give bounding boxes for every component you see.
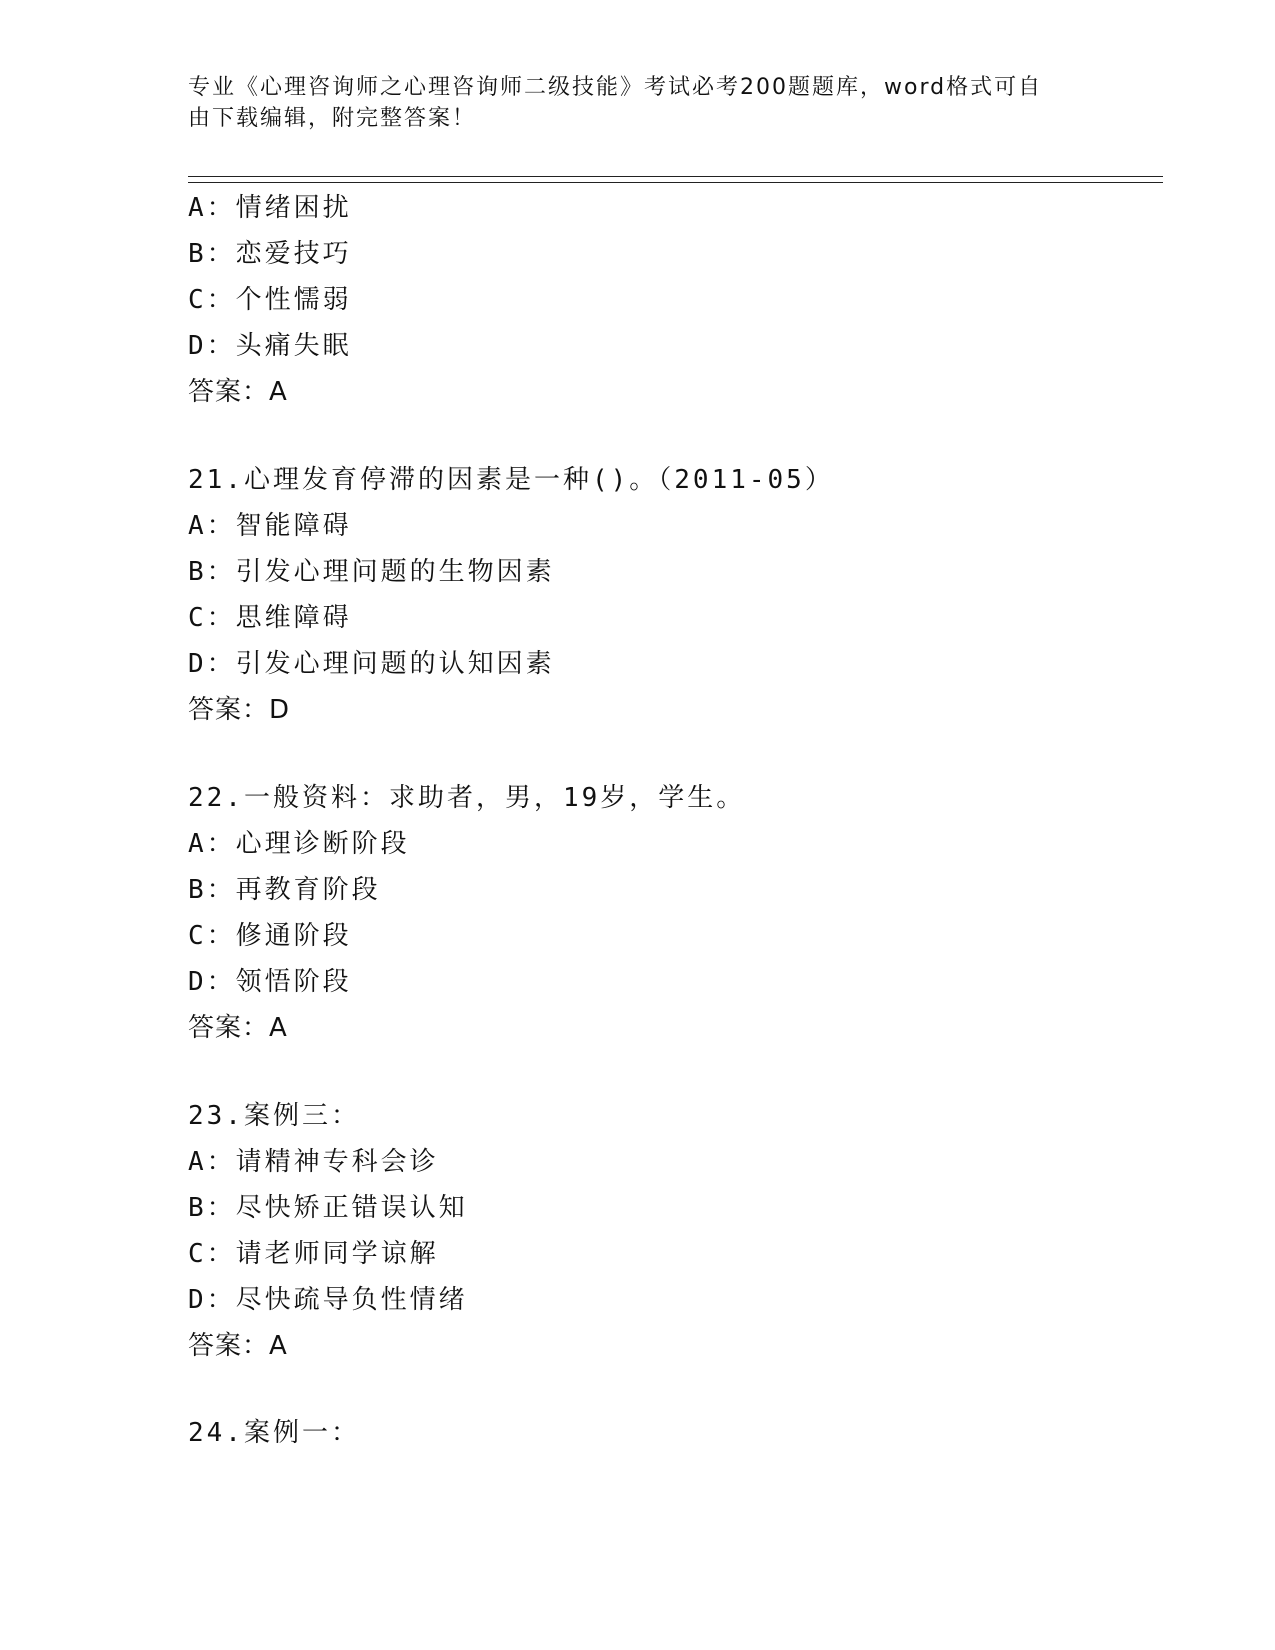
option-a: A：请精神专科会诊	[188, 1147, 439, 1177]
answer: 答案：D	[188, 695, 291, 725]
option-a: A：情绪困扰	[188, 193, 352, 223]
answer: 答案：A	[188, 1331, 288, 1361]
option-d: D：头痛失眠	[188, 331, 352, 361]
option-a: A：智能障碍	[188, 511, 352, 541]
question-block-22	[188, 775, 1168, 1051]
question-text: 24.案例一：	[188, 1418, 360, 1448]
option-c: C：思维障碍	[188, 603, 352, 633]
question-block-23	[188, 1093, 1168, 1369]
option-b: B：尽快矫正错误认知	[188, 1193, 468, 1223]
question-block-20	[188, 185, 1168, 415]
question-text: 21.心理发育停滞的因素是一种()。（2011-05）	[188, 465, 834, 495]
header-line-1: 专业《心理咨询师之心理咨询师二级技能》考试必考200题题库，word格式可自	[188, 75, 1043, 100]
option-c: C：修通阶段	[188, 921, 352, 951]
answer: 答案：A	[188, 1013, 288, 1043]
option-b: B：恋爱技巧	[188, 239, 352, 269]
question-text: 23.案例三：	[188, 1101, 360, 1131]
header-rule-top	[188, 176, 1163, 177]
option-d: D：引发心理问题的认知因素	[188, 649, 555, 679]
option-b: B：再教育阶段	[188, 875, 381, 905]
option-b: B：引发心理问题的生物因素	[188, 557, 555, 587]
header-line-2: 由下载编辑，附完整答案！	[188, 106, 477, 131]
answer: 答案：A	[188, 377, 288, 407]
document-header	[188, 72, 1078, 134]
question-text: 22.一般资料：求助者，男，19岁，学生。	[188, 783, 746, 813]
question-block-21	[188, 457, 1168, 733]
option-d: D：领悟阶段	[188, 967, 352, 997]
option-d: D：尽快疏导负性情绪	[188, 1285, 468, 1315]
option-c: C：个性懦弱	[188, 285, 352, 315]
header-rule-bottom	[188, 182, 1163, 183]
option-a: A：心理诊断阶段	[188, 829, 410, 859]
question-block-24	[188, 1410, 1168, 1456]
option-c: C：请老师同学谅解	[188, 1239, 439, 1269]
